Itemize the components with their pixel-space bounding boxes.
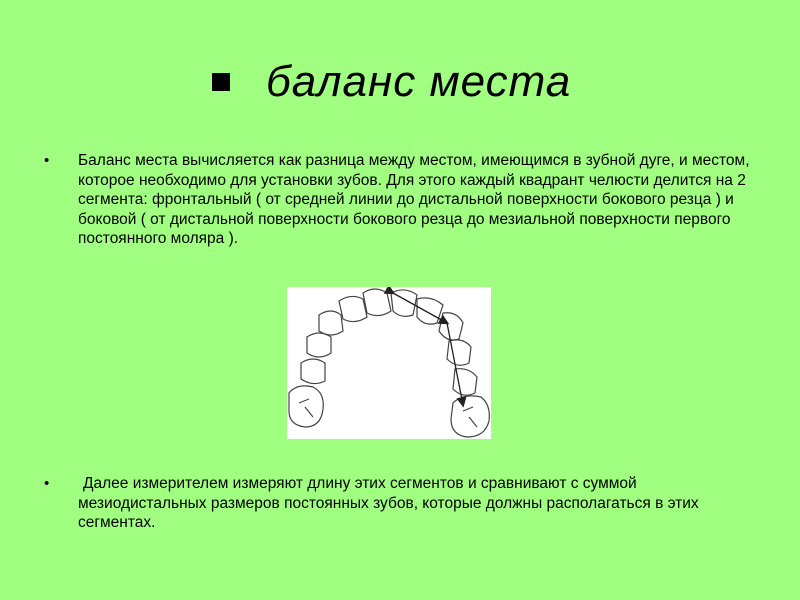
tooth-left-first-premolar xyxy=(307,333,331,357)
tooth-left-central-incisor xyxy=(363,289,391,316)
lateral-segment-arrow xyxy=(447,323,463,405)
frontal-segment-arrow xyxy=(393,293,447,323)
tooth-left-second-premolar xyxy=(301,359,325,384)
tooth-right-canine xyxy=(439,313,463,340)
bullet-icon: • xyxy=(44,152,50,169)
tooth-right-lateral-incisor xyxy=(417,298,443,324)
tooth-left-lateral-incisor xyxy=(339,296,367,321)
tooth-left-molar-fissure xyxy=(299,399,313,417)
teeth-outline xyxy=(289,289,489,437)
dental-arch-diagram xyxy=(287,287,491,439)
tooth-right-molar-fissure xyxy=(463,407,477,427)
bullet-icon: • xyxy=(44,475,50,492)
dental-arch-drawing xyxy=(287,287,491,439)
paragraph-2-text: Далее измерителем измеряют длину этих сегментов и сравнивают с суммой мезиодистальных размеров постоянных зубов, которые должны располагаться в этих сегментах. xyxy=(78,475,699,531)
page-title: баланс места xyxy=(266,57,572,106)
title-row xyxy=(212,52,571,112)
paragraph-1 xyxy=(44,151,768,249)
paragraph-2 xyxy=(44,474,768,533)
tooth-left-first-molar xyxy=(289,386,323,427)
tooth-right-first-molar xyxy=(451,396,489,437)
tooth-left-canine xyxy=(319,311,343,335)
square-bullet-icon xyxy=(212,73,230,91)
paragraph-1-text: Баланс места вычисляется как разница между местом, имеющимся в зубной дуге, и местом, которое необходимо для установки зубов. Для этого каждый квадрант челюсти делится на 2 сегмента: фронтальный ( от средней линии до дистальной поверхности бокового резца ) и боковой ( от дистальной поверхности бокового резца до мезиальной поверхности первого постоянного моляра ). xyxy=(78,152,750,247)
